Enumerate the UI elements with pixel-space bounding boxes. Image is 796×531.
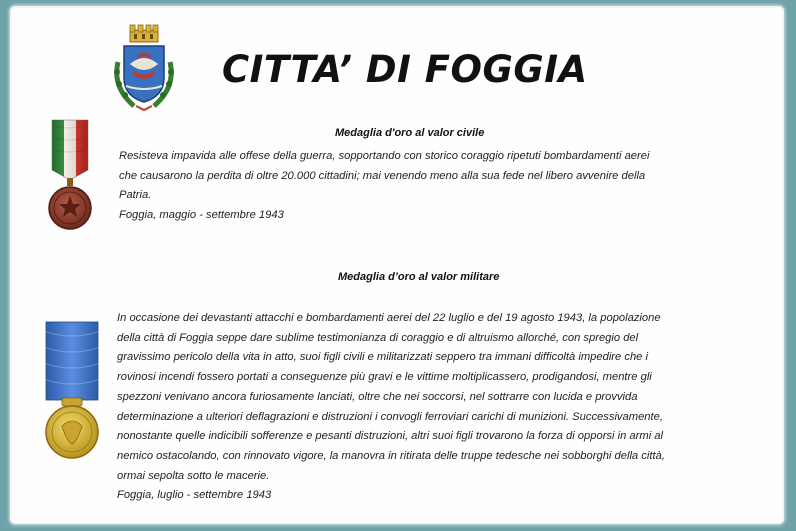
- citation-line: Resisteva impavida alle offese della guerra, sopportando con storico coraggio ripetuti bombardamenti aerei: [119, 150, 650, 162]
- citation-line: gravissimo pericolo della vita in atto, suoi figli civili e militarizzati seppero tra immani difficoltà impedire che i: [117, 351, 648, 364]
- citation-line: che causarono la perdita di oltre 20.000 cittadini; mai venendo meno alla sua fede nel libero avvenire della: [119, 169, 646, 182]
- citation-line: della città di Foggia seppe dare sublime testimonianza di coraggio e di altruismo allorché, con spregio del: [117, 331, 639, 344]
- civil-medal-heading: Medaglia d'oro al valor civile: [335, 127, 485, 139]
- citation-line: ormai sepolta sotto le macerie.: [117, 469, 270, 482]
- military-medal-heading: Medaglia d’oro al valor militare: [338, 271, 500, 283]
- citation-line: rovinosi incendi fossero portati a conseguenze più gravi e le vittime moltiplicassero, prodigandosi, mentre gli: [117, 371, 652, 384]
- civil-medal-citation: [119, 147, 719, 226]
- citation-line: determinazione a ulteriori deflagrazioni e distruzioni i convogli ferroviari carichi di munizioni. Successivamente,: [117, 410, 663, 423]
- citation-line: Patria.: [119, 189, 152, 202]
- citation-place-date: Foggia, maggio - settembre 1943: [119, 209, 284, 222]
- citation-line: In occasione dei devastanti attacchi e bombardamenti aerei del 22 luglio e del 19 agosto 1943, la popolazione: [117, 312, 661, 324]
- page-title: CITTA’ DI FOGGIA: [222, 48, 588, 91]
- citation-line: nemico ostacolando, con rinnovato vigore, la manovra in ritirata delle truppe tedesche nei sobborghi della città,: [117, 449, 665, 462]
- civil-valor-medal-icon: [48, 118, 92, 240]
- coat-of-arms-icon: [108, 22, 180, 118]
- citation-line: spezzoni venivano ancora furiosamente lanciati, oltre che nei soccorsi, nel sottrarre con lucida e provvida: [117, 390, 638, 403]
- citation-line: nonostante quelle indicibili sofferenze e pesanti distruzioni, altri suoi figli trovarono la forza di opporsi in armi al: [117, 430, 663, 443]
- citation-place-date: Foggia, luglio - settembre 1943: [117, 489, 272, 502]
- military-valor-medal-icon: [40, 320, 104, 470]
- military-medal-citation: [117, 309, 757, 506]
